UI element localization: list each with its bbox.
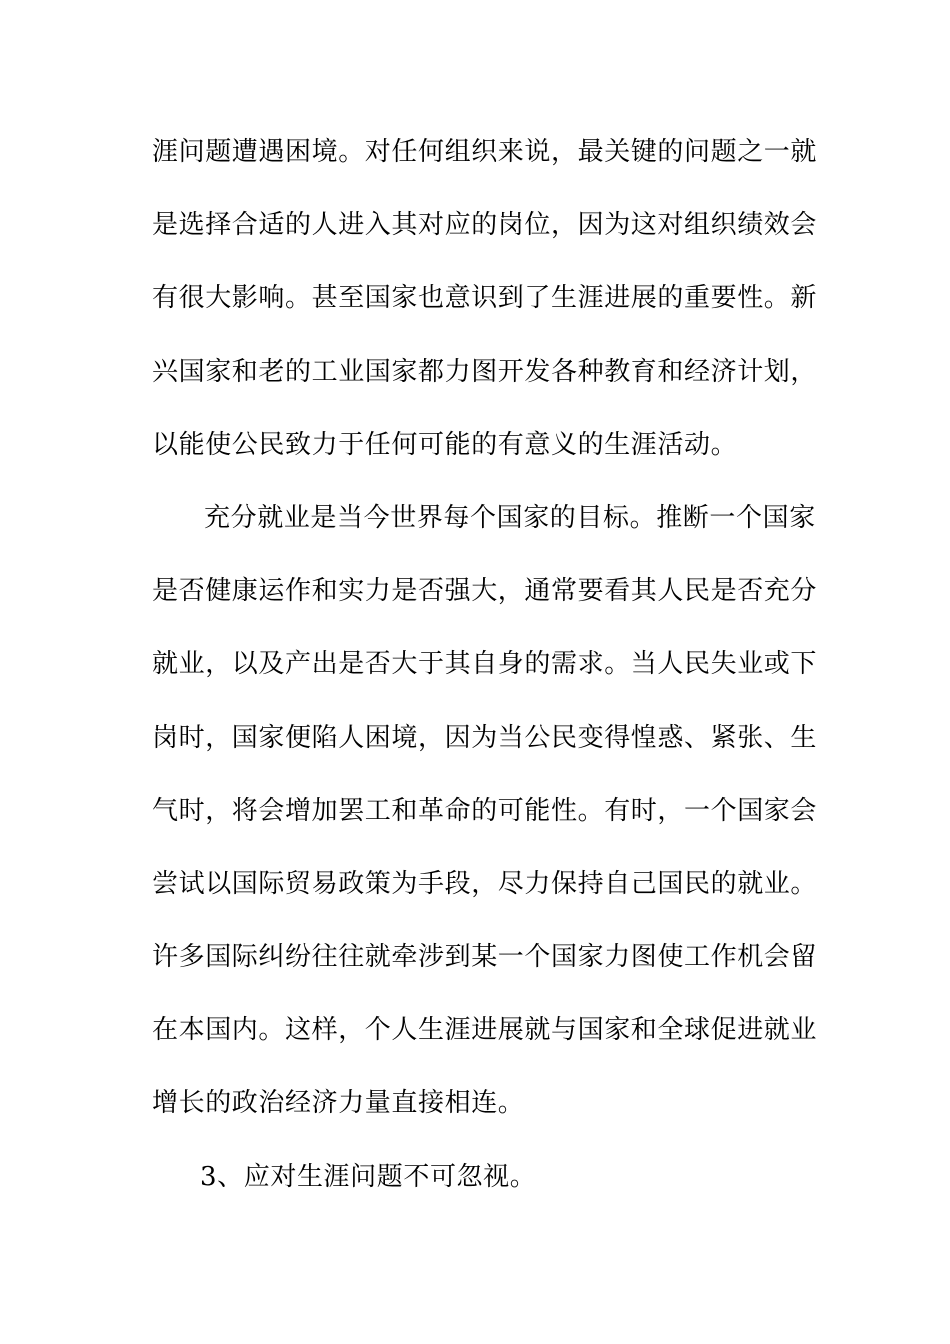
text-line: 许多国际纠纷往往就牵涉到某一个国家力图使工作机会留 — [152, 942, 818, 973]
text-line: 气时，将会增加罢工和革命的可能性。有时，一个国家会 — [152, 795, 818, 826]
text-line: 是否健康运作和实力是否强大，通常要看其人民是否充分 — [152, 576, 818, 607]
text-line: 就业，以及产出是否大于其自身的需求。当人民失业或下 — [152, 649, 818, 680]
text-line: 在本国内。这样，个人生涯进展就与国家和全球促进就业 — [152, 1015, 818, 1046]
section-heading: 3、应对生涯问题不可忽视。 — [200, 1161, 537, 1192]
text-line: 增长的政治经济力量直接相连。 — [152, 1088, 525, 1119]
text-line: 兴国家和老的工业国家都力图开发各种教育和经济计划， — [152, 356, 818, 387]
paragraph-2 — [152, 492, 818, 1151]
text-line: 是选择合适的人进入其对应的岗位，因为这对组织绩效会 — [152, 210, 818, 241]
paragraph-1 — [152, 126, 818, 492]
text-line: 涯问题遭遇困境。对任何组织来说，最关键的问题之一就 — [152, 137, 818, 167]
text-line: 有很大影响。甚至国家也意识到了生涯进展的重要性。新 — [152, 283, 818, 314]
body-text — [152, 126, 818, 1224]
text-line: 岗时，国家便陷人困境，因为当公民变得惶惑、紧张、生 — [152, 722, 818, 753]
text-line: 以能使公民致力于任何可能的有意义的生涯活动。 — [152, 429, 738, 460]
text-line: 充分就业是当今世界每个国家的目标。推断一个国家 — [204, 502, 816, 533]
text-line: 尝试以国际贸易政策为手段，尽力保持自己国民的就业。 — [152, 868, 818, 899]
